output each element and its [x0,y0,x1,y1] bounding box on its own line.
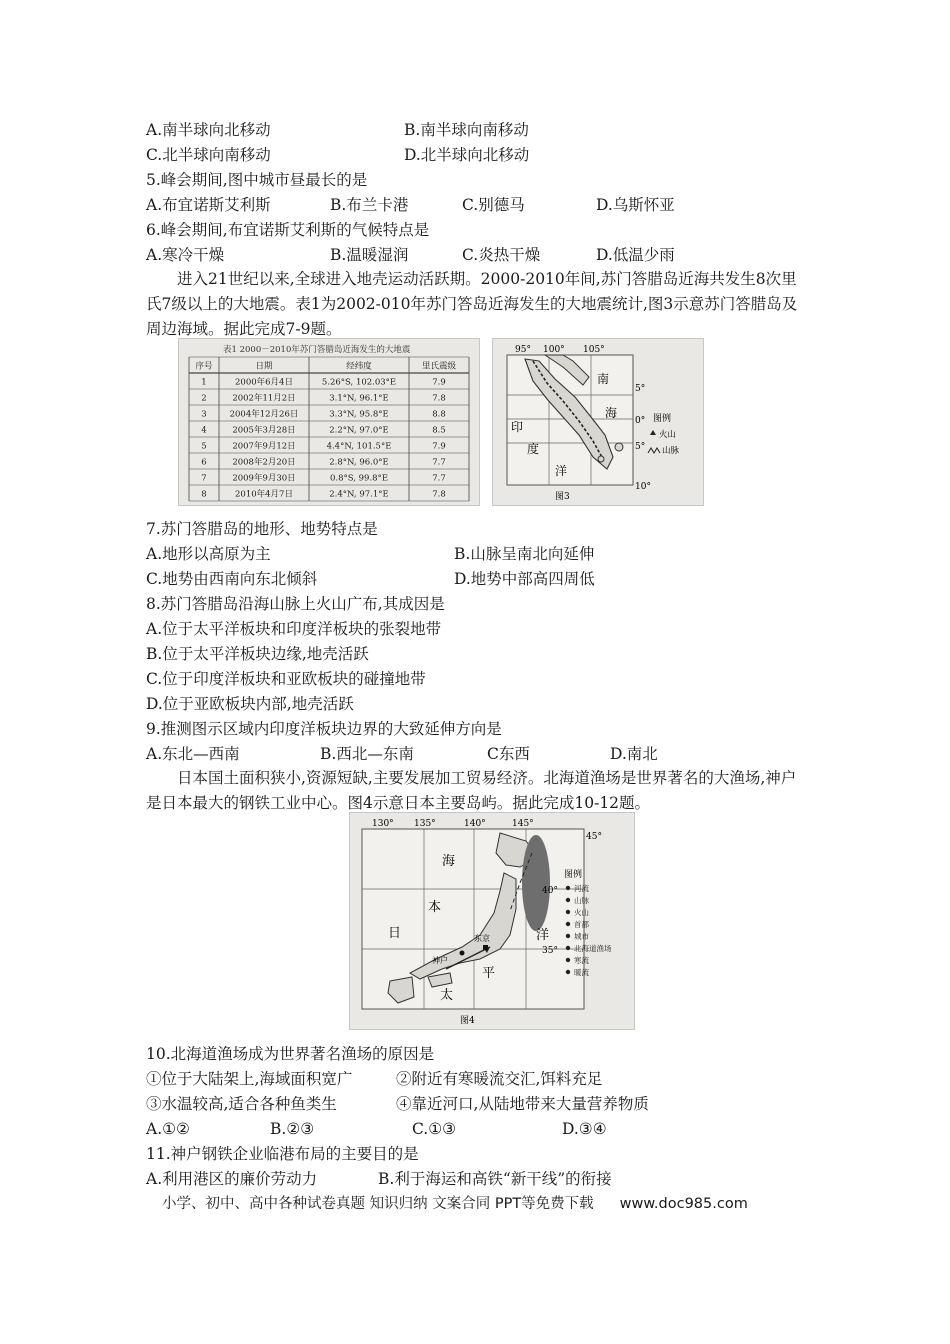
fig4-legend-item: 城市 [574,932,589,941]
fig4-legend-item: 山脉 [574,896,589,905]
table1-figure [178,338,480,506]
fig4-legend-item: 北海道渔场 [574,944,612,953]
city-marker [460,951,465,956]
fig4-lat-label: 40° [542,886,558,896]
q6-option-d: D.低温少雨 [596,246,675,264]
q4-option-b: B.南半球向南移动 [404,121,529,139]
island-shape [598,456,604,462]
fig4-lon-label: 140° [464,819,486,829]
table1-header-cell: 日期 [255,361,273,372]
table1-cell: 0.8°S, 99.8°E [329,473,389,484]
table1-cell: 2 [201,393,207,404]
q7-option-c: C.地势由西南向东北倾斜 [146,570,318,588]
table1-svg [179,339,479,505]
q8-option-d: D.位于亚欧板块内部,地壳活跃 [146,695,354,713]
q9-option-a: A.东北—西南 [146,745,240,763]
table1-cell: 5.26°S, 102.03°E [321,377,397,388]
figure4-map [349,812,635,1030]
fig3-legend-item: 火山 [659,430,677,440]
fig4-legend-symbol [566,970,570,974]
table1-cell: 7.9 [432,441,446,452]
fig4-legend-item: 火山 [574,908,589,917]
q11-option-b: B.利于海运和高铁“新干线”的衔接 [378,1170,612,1188]
volcano-icon [650,430,656,435]
q5-option-a: A.布宜诺斯艾利斯 [146,196,271,214]
q7-option-b: B.山脉呈南北向延伸 [454,545,595,563]
figure3-map [492,338,704,506]
passage-earthquakes: 进入21世纪以来,全球进入地壳运动活跃期。2000-2010年间,苏门答腊岛近海共发生8次里氏7级以上的大地震。表1为2002-010年苏门答岛近海发生的大地震统计,图3示意苏门答腊岛及周边海域。据此完成7-9题。 [146,270,798,338]
q9-option-b: B.西北—东南 [320,745,414,763]
fig4-lon-label: 130° [372,819,394,829]
fig4-legend-symbol [566,934,570,938]
table1-cell: 7.8 [432,393,446,404]
fig4-city-label: 东京 [474,934,490,943]
fig4-legend-item: 寒流 [574,956,589,965]
q10-option-c: C.①③ [412,1120,457,1138]
passage-japan: 日本国土面积狭小,资源短缺,主要发展加工贸易经济。北海道渔场是世界著名的大渔场,神户是日本最大的钢铁工业中心。图4示意日本主要岛屿。据此完成10-12题。 [146,769,797,812]
footer-url[interactable]: www.doc985.com [619,1196,748,1212]
table1-cell: 4.4°N, 101.5°E [326,441,392,452]
q4-option-a: A.南半球向北移动 [146,121,271,139]
q7-option-a: A.地形以高原为主 [146,545,271,563]
fig4-legend-title: 图例 [564,870,583,880]
footer-text: 小学、初中、高中各种试卷真题 知识归纳 文案合同 PPT等免费下载 [162,1196,594,1212]
table1-cell: 2000年6月4日 [235,377,293,388]
fig3-lon-label: 105° [583,345,605,355]
table1-cell: 3.1°N, 96.1°E [329,393,389,404]
table1-cell: 2010年4月7日 [235,489,293,500]
q10-option-d: D.③④ [562,1120,607,1138]
table1-cell: 7.9 [432,377,446,388]
fig3-lat-label: 0° [635,416,646,426]
table1-cell: 8 [201,489,207,500]
fig4-lon-label: 145° [512,819,534,829]
fig3-legend-title: 图例 [653,414,672,424]
fig4-legend-symbol [566,946,570,950]
q10-statement-2: ②附近有寒暖流交汇,饵料充足 [396,1070,603,1088]
q10-option-b: B.②③ [270,1120,315,1138]
fig4-legend-symbol [566,886,570,890]
q5-option-c: C.别德马 [462,196,525,214]
fig4-city-label: 神户 [432,956,448,965]
table1-cell: 2004年12月26日 [229,409,299,420]
fig4-lat-label: 35° [542,946,558,956]
q4-option-c: C.北半球向南移动 [146,146,271,164]
q5-stem: 5.峰会期间,图中城市昼最长的是 [146,171,368,189]
table1-header-cell: 经纬度 [346,361,372,372]
q6-option-b: B.温暖湿润 [330,246,409,264]
table1-header-cell: 序号 [195,361,213,372]
q5-option-d: D.乌斯怀亚 [596,196,675,214]
table1-cell: 2008年2月20日 [232,457,296,468]
fig3-lat-label: 5° [635,384,646,394]
q5-option-b: B.布兰卡港 [330,196,409,214]
fig3-lon-label: 100° [543,345,565,355]
fig3-ocean-label: 印 [511,420,524,434]
q4-option-d: D.北半球向北移动 [404,146,530,164]
q6-stem: 6.峰会期间,布宜诺斯艾利斯的气候特点是 [146,221,430,239]
q7-option-d: D.地势中部高四周低 [454,570,595,588]
fig4-sea-label: 海 [442,854,456,869]
fig4-caption: 图4 [460,1016,475,1026]
fig4-legend-symbol [566,898,570,902]
table1-header-cell: 里氏震级 [421,361,457,372]
table1-cell: 2002年11月2日 [232,393,296,404]
fig4-ocean-label: 太 [440,988,454,1003]
q8-option-b: B.位于太平洋板块边缘,地壳活跃 [146,645,369,663]
table1-cell: 8.8 [432,409,446,420]
q10-statement-4: ④靠近河口,从陆地带来大量营养物质 [396,1095,649,1113]
figure4-svg [350,813,634,1029]
fig3-caption: 图3 [555,492,570,502]
q8-option-a: A.位于太平洋板块和印度洋板块的张裂地带 [146,620,442,638]
fig4-legend-symbol [566,958,570,962]
fig4-legend-item: 首都 [574,920,589,929]
fig3-ocean-label: 洋 [555,464,568,478]
table1-cell: 2005年3月28日 [232,425,296,436]
fig4-sea-label: 日 [388,926,402,941]
q11-option-a: A.利用港区的廉价劳动力 [146,1170,318,1188]
fig4-sea-label: 本 [428,900,442,915]
fig3-lat-label: 10° [635,482,651,492]
fig4-legend-item: 暖流 [574,968,589,977]
q9-option-c: C东西 [487,745,530,763]
fig3-legend-item: 山脉 [662,446,680,456]
page-footer [162,1192,748,1213]
table1-cell: 8.5 [432,425,446,436]
fig4-lon-label: 135° [414,819,436,829]
table1-cell: 7.8 [432,489,446,500]
table1-cell: 2009年9月30日 [232,473,296,484]
table1-cell: 2.8°N, 96.0°E [329,457,389,468]
figure3-svg [493,339,703,505]
table1-cell: 7.7 [432,473,446,484]
q7-stem: 7.苏门答腊岛的地形、地势特点是 [146,520,378,538]
q9-option-d: D.南北 [610,745,658,763]
q11-stem: 11.神户钢铁企业临港布局的主要目的是 [146,1145,419,1163]
table1-cell: 2.2°N, 97.0°E [329,425,389,436]
table1-cell: 3.3°N, 95.8°E [329,409,389,420]
fig3-lon-label: 95° [515,345,531,355]
table1-cell: 1 [201,377,207,388]
q6-option-c: C.炎热干燥 [462,246,541,264]
fig3-sea-label: 海 [605,406,618,420]
table1-cell: 2.4°N, 97.1°E [329,489,389,500]
capital-marker [483,945,488,950]
table1-cell: 2007年9月12日 [232,441,296,452]
fig4-legend-item: 河流 [574,884,589,893]
fig3-lat-label: 5° [635,442,646,452]
q6-option-a: A.寒冷干燥 [146,246,225,264]
q10-stem: 10.北海道渔场成为世界著名渔场的原因是 [146,1045,435,1063]
hokkaido-fishery [522,835,550,931]
table1-cell: 7.7 [432,457,446,468]
table1-cell: 7 [201,473,207,484]
q8-stem: 8.苏门答腊岛沿海山脉上火山广布,其成因是 [146,595,445,613]
table1-cell: 4 [201,425,207,436]
q10-option-a: A.①② [146,1120,190,1138]
q10-statement-1: ①位于大陆架上,海域面积宽广 [146,1070,353,1088]
fig4-lat-label: 45° [586,832,602,842]
q10-statement-3: ③水温较高,适合各种鱼类生 [146,1095,337,1113]
fig4-legend-symbol [566,922,570,926]
q9-stem: 9.推测图示区域内印度洋板块边界的大致延伸方向是 [146,720,502,738]
table1-grid [189,357,469,501]
table1-caption: 表1 2000－2010年苏门答腊岛近海发生的大地震 [223,345,411,355]
fig3-ocean-label: 度 [527,442,540,456]
table1-cell: 5 [201,441,207,452]
fig4-ocean-label: 洋 [536,928,550,943]
mountain-icon [648,448,660,453]
island-shape [615,443,623,451]
table1-cell: 6 [201,457,207,468]
fig4-legend-symbol [566,910,570,914]
q8-option-c: C.位于印度洋板块和亚欧板块的碰撞地带 [146,670,426,688]
fig4-ocean-label: 平 [482,966,496,981]
table1-cell: 3 [201,409,207,420]
fig3-sea-label: 南 [597,372,610,386]
